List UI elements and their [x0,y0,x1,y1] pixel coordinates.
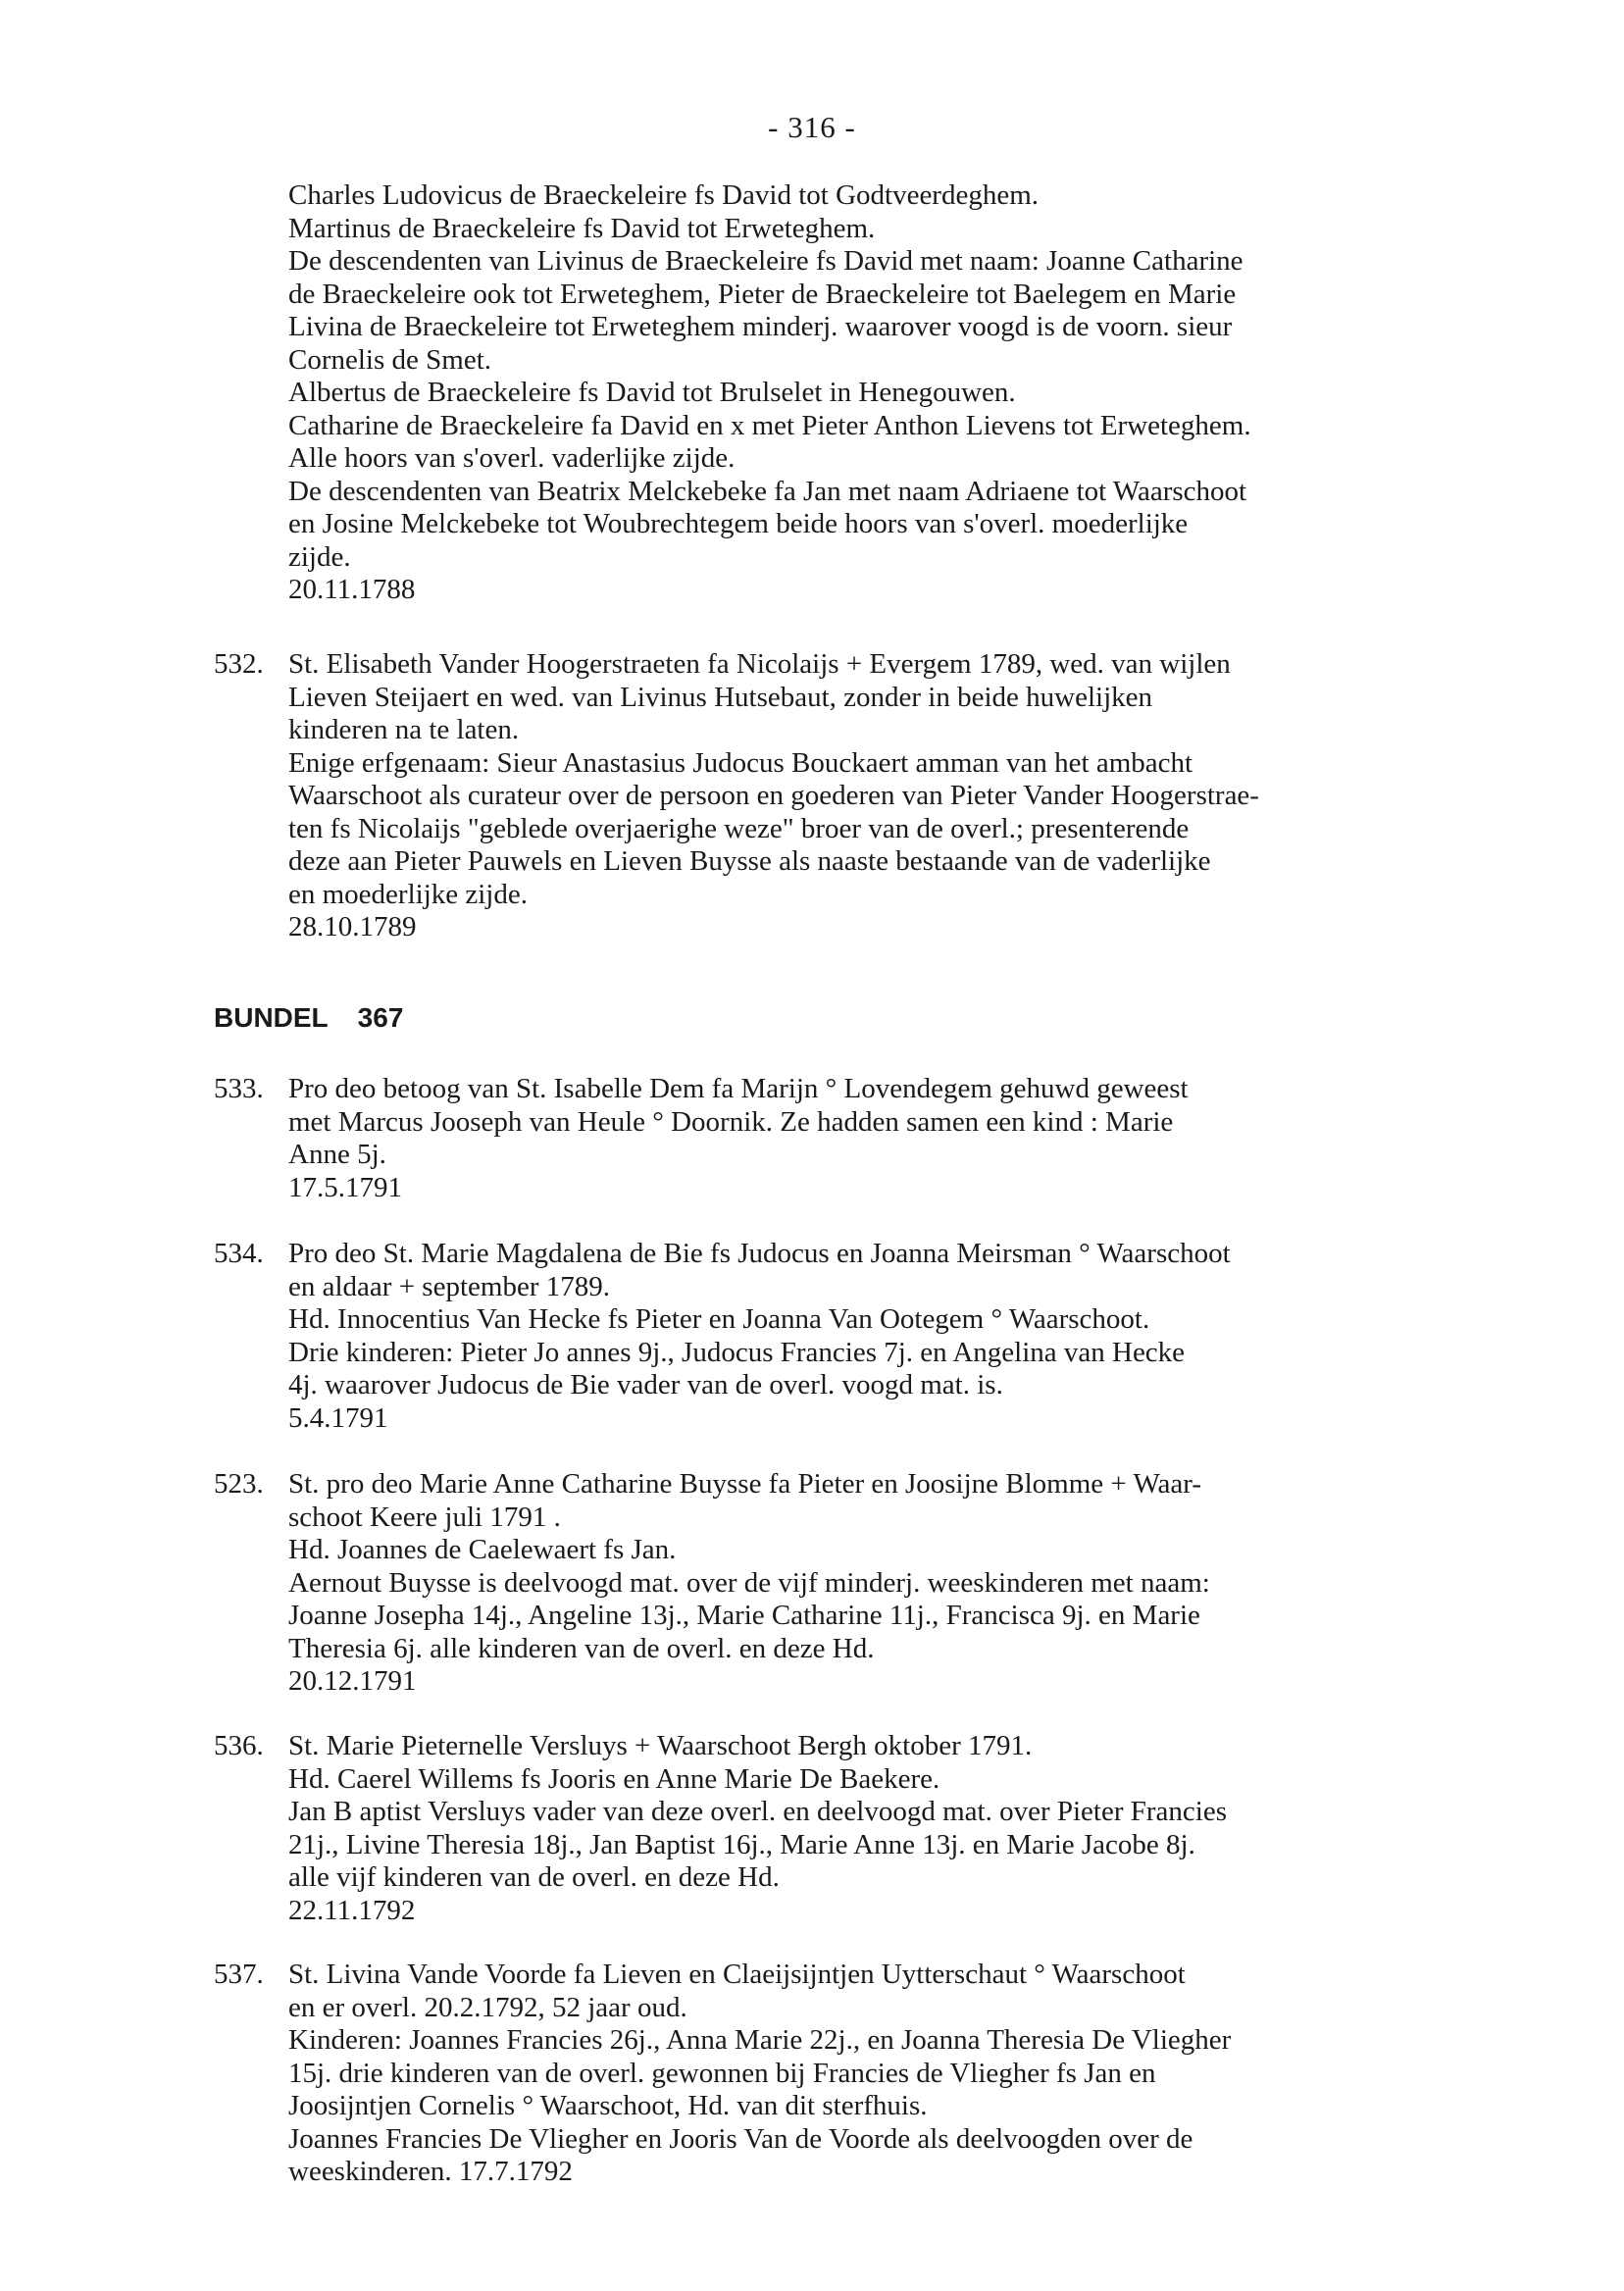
entry-line: Joosijntjen Cornelis ° Waarschoot, Hd. van dit sterfhuis. [288,2090,928,2121]
entry-line: Aernout Buysse is deelvoogd mat. over de vijf minderj. weeskinderen met naam: [288,1566,1210,1599]
entry-line: St. pro deo Marie Anne Catharine Buysse fa Pieter en Joosijne Blomme + Waar- [288,1468,1202,1500]
entry-line: Pro deo St. Marie Magdalena de Bie fs Judocus en Joanna Meirsman ° Waarschoot [288,1238,1231,1269]
entry-line: 28.10.1789 [288,911,417,942]
intro-block [288,179,1593,607]
entry-537 [288,1959,1593,2189]
entry-number: 523. [214,1468,264,1500]
intro-line: zijde. [288,540,351,573]
entry-line: Anne 5j. [288,1139,386,1170]
entry-line: met Marcus Jooseph van Heule ° Doornik. Ze hadden samen een kind : Marie [288,1105,1174,1138]
bundel-heading [214,1002,403,1034]
entry-line: 15j. drie kinderen van de overl. gewonnen bij Francies de Vliegher fs Jan en [288,2057,1156,2089]
entry-line: St. Elisabeth Vander Hoogerstraeten fa Nicolaijs + Evergem 1789, wed. van wijlen [288,648,1231,680]
intro-line: Livina de Braeckeleire tot Erweteghem minderj. waarover voogd is de voorn. sieur [288,311,1233,342]
intro-line: Albertus de Braeckeleire fs David tot Brulselet in Henegouwen. [288,377,1016,408]
entry-number: 536. [214,1730,264,1761]
entry-number: 537. [214,1959,264,1990]
entry-line: 17.5.1791 [288,1171,402,1203]
intro-line: de Braeckeleire ook tot Erweteghem, Pieter de Braeckeleire tot Baelegem en Marie [288,278,1237,310]
entry-line: Enige erfgenaam: Sieur Anastasius Judocus Bouckaert amman van het ambacht [288,746,1193,779]
entry-line: Theresia 6j. alle kinderen van de overl. en deze Hd. [288,1632,875,1664]
entry-line: Kinderen: Joannes Francies 26j., Anna Marie 22j., en Joanna Theresia De Vliegher [288,2024,1232,2056]
entry-number: 533. [214,1073,264,1104]
entry-line: ten fs Nicolaijs "geblede overjaerighe weze" broer van de overl.; presenterende [288,812,1190,844]
page-number: - 316 - [768,110,856,144]
intro-line: De descendenten van Beatrix Melckebeke fa Jan met naam Adriaene tot Waarschoot [288,475,1247,507]
entry-line: 22.11.1792 [288,1894,416,1926]
entry-line: alle vijf kinderen van de overl. en deze Hd. [288,1861,780,1893]
entry-line: Pro deo betoog van St. Isabelle Dem fa Marijn ° Lovendegem gehuwd geweest [288,1073,1189,1104]
entry-line: schoot Keere juli 1791 . [288,1501,561,1533]
intro-line: Martinus de Braeckeleire fs David tot Erweteghem. [288,212,876,244]
bundel-label: BUNDEL [214,1002,329,1033]
intro-line: Alle hoors van s'overl. vaderlijke zijde. [288,442,736,474]
entry-line: Joanne Josepha 14j., Angeline 13j., Marie Catharine 11j., Francisca 9j. en Marie [288,1600,1200,1631]
entry-line: Hd. Caerel Willems fs Jooris en Anne Marie De Baekere. [288,1762,940,1795]
intro-line: Charles Ludovicus de Braeckeleire fs David tot Godtveerdeghem. [288,179,1040,211]
entry-line: weeskinderen. 17.7.1792 [288,2156,573,2187]
entry-line: St. Livina Vande Voorde fa Lieven en Claeijsijntjen Uytterschaut ° Waarschoot [288,1959,1186,1990]
entry-line: Hd. Joannes de Caelewaert fs Jan. [288,1534,677,1565]
entry-line: en er overl. 20.2.1792, 52 jaar oud. [288,1991,687,2023]
entry-line: Jan B aptist Versluys vader van deze overl. en deelvoogd mat. over Pieter Francies [288,1796,1227,1827]
entry-533 [288,1073,1593,1204]
entry-number: 534. [214,1238,264,1269]
entry-line: 20.12.1791 [288,1665,417,1697]
intro-line: en Josine Melckebeke tot Woubrechtegem beide hoors van s'overl. moederlijke [288,508,1189,539]
intro-line: Cornelis de Smet. [288,343,492,376]
entry-523 [288,1468,1593,1699]
entry-line: Hd. Innocentius Van Hecke fs Pieter en Joanna Van Ootegem ° Waarschoot. [288,1303,1150,1335]
entry-line: kinderen na te laten. [288,714,520,745]
intro-line: 20.11.1788 [288,574,416,605]
entry-number: 532. [214,648,264,680]
entry-line: Waarschoot als curateur over de persoon en goederen van Pieter Vander Hoogerstrae- [288,780,1259,811]
entry-line: en aldaar + september 1789. [288,1270,610,1302]
entry-line: Lieven Steijaert en wed. van Livinus Hutsebaut, zonder in beide huwelijken [288,681,1153,713]
entry-line: Joannes Francies De Vliegher en Jooris Van de Voorde als deelvoogden over de [288,2122,1193,2155]
entry-534 [288,1238,1593,1435]
entry-line: St. Marie Pieternelle Versluys + Waarschoot Bergh oktober 1791. [288,1730,1033,1761]
intro-line: Catharine de Braeckeleire fa David en x met Pieter Anthon Lievens tot Erweteghem. [288,409,1251,441]
entry-532 [288,648,1593,944]
intro-line: De descendenten van Livinus de Braeckeleire fs David met naam: Joanne Catharine [288,245,1243,277]
entry-line: en moederlijke zijde. [288,878,528,910]
entry-line: 21j., Livine Theresia 18j., Jan Baptist 16j., Marie Anne 13j. en Marie Jacobe 8j. [288,1828,1195,1860]
entry-line: 5.4.1791 [288,1401,388,1434]
entry-line: Drie kinderen: Pieter Jo annes 9j., Judocus Francies 7j. en Angelina van Hecke [288,1336,1186,1368]
bundel-number: 367 [357,1002,404,1033]
entry-line: deze aan Pieter Pauwels en Lieven Buysse als naaste bestaande van de vaderlijke [288,845,1211,877]
entry-536 [288,1730,1593,1927]
entry-line: 4j. waarover Judocus de Bie vader van de overl. voogd mat. is. [288,1369,1003,1400]
